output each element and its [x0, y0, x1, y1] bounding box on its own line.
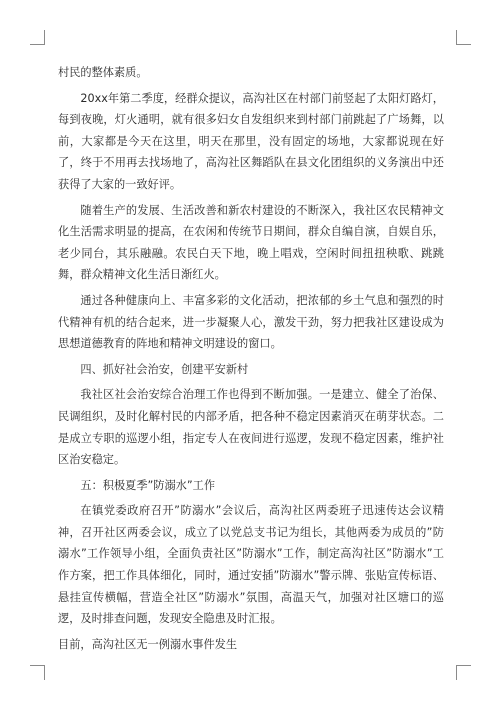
- crop-mark-bottom-left: [30, 665, 45, 680]
- section-heading-drowning-prevention: 五：积极夏季”防溺水”工作: [80, 478, 216, 492]
- paragraph-cultural-activities: 通过各种健康向上、丰富多彩的文化活动，把浓郁的乡土气息和强烈的时代精神有机的结合起来，进一步凝聚人心，激发干劲，努力把我社区建设成为思想道德教育的阵地和精神文明建设的窗口。: [58, 293, 444, 351]
- paragraph-drowning-prevention: 在镇党委政府召开”防溺水”会议后，高沟社区两委班子迅速传达会议精神，召开社区两委会议，成立了以党总支书记为组长，其他两委为成员的”防溺水”工作领导小组，全面负责社区”防溺水”工作，制定高沟社区”防溺水”工作方案，把工作具体细化，同时，通过安插”防溺水”警示牌、张贴宣传标语、悬挂宣传横幅，营造全社区”防溺水”氛围，高温天气，加强对社区塘口的巡逻，及时排查问题，发现安全隐患及时汇报。: [58, 504, 444, 626]
- section-heading-public-security: 四、抓好社会治安，创建平安新村: [80, 362, 249, 376]
- crop-mark-top-right: [456, 30, 471, 45]
- paragraph-cultural-life: 随着生产的发展、生活改善和新农村建设的不断深入，我社区农民精神文化生活需求明显的提高，在农闲和传统节日期间，群众自编自演，自娱自乐，老少同台，其乐融融。农民白天下地，晚上唱戏，空闲时间扭扭秧歌、跳跳舞，群众精神文化生活日渐红火。: [58, 203, 444, 282]
- crop-mark-top-left: [30, 30, 45, 45]
- crop-mark-bottom-right: [456, 665, 471, 680]
- document-body: [58, 62, 444, 659]
- paragraph-public-security: 我社区社会治安综合治理工作也得到不断加强。一是建立、健全了治保、民调组织，及时化解村民的内部矛盾，把各种不稳定因素消灭在萌芽状态。二是成立专职的巡逻小组，指定专人在夜间进行巡逻，发现不稳定因素，维护社区治安稳定。: [58, 388, 444, 467]
- paragraph-street-lights: 20xx年第二季度，经群众提议，高沟社区在村部门前竖起了太阳灯路灯，每到夜晚，灯火通明，就有很多妇女自发组织来到村部门前跳起了广场舞，以前，大家都是今天在这里，明天在那里，没有固定的场地，大家都说现在好了，终于不用再去找场地了，高沟社区舞蹈队在县文化团组织的义务演出中还获得了大家的一致好评。: [58, 91, 444, 191]
- paragraph-current-status: 目前，高沟社区无一例溺水事件发生: [58, 637, 238, 651]
- paragraph-continuation: 村民的整体素质。: [58, 66, 148, 79]
